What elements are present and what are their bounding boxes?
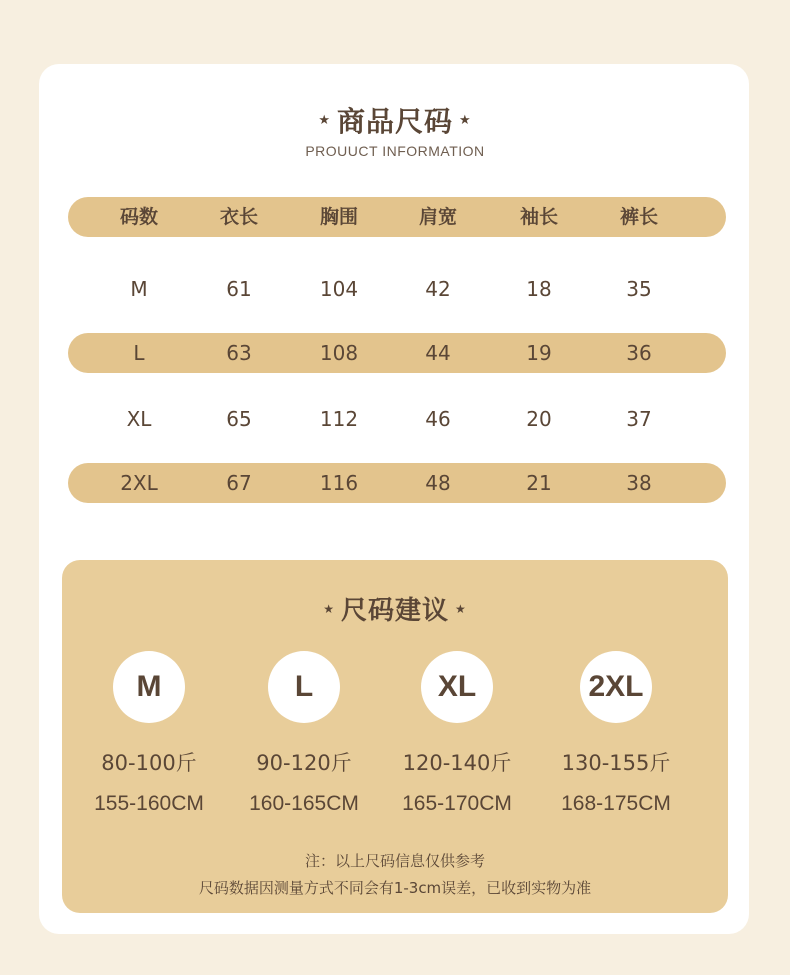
table-row [68, 333, 726, 373]
table-row [68, 269, 726, 309]
column-header: 码数 [119, 206, 158, 228]
column-header: 袖长 [519, 206, 558, 228]
height-range: 155-160CM [94, 792, 204, 815]
advice-title [0, 590, 790, 627]
height-range: 160-165CM [249, 792, 359, 815]
table-cell: 35 [626, 277, 652, 301]
table-cell: M [130, 277, 148, 301]
disclaimer-note: 注：以上尺码信息仅供参考 [304, 852, 485, 870]
table-cell: 48 [425, 471, 451, 495]
title-text: 商品尺码 [336, 105, 453, 138]
star-icon: ★ [455, 601, 467, 616]
size-badge-m: M [113, 651, 185, 723]
weight-range: 80-100斤 [101, 751, 197, 775]
size-badge-xl: XL [421, 651, 493, 723]
table-cell: XL [126, 407, 152, 431]
height-range: 165-170CM [402, 792, 512, 815]
table-cell: 37 [626, 407, 652, 431]
table-cell: 67 [226, 471, 252, 495]
column-header: 裤长 [619, 206, 658, 228]
table-row [68, 463, 726, 503]
table-cell: 44 [425, 341, 451, 365]
column-header: 肩宽 [418, 206, 457, 228]
table-header [68, 197, 726, 237]
table-cell: 21 [526, 471, 552, 495]
table-cell: 104 [319, 277, 359, 301]
table-cell: 46 [425, 407, 451, 431]
star-icon: ★ [323, 601, 335, 616]
table-cell: 42 [425, 277, 451, 301]
table-cell: 65 [226, 407, 252, 431]
weight-range: 120-140斤 [402, 751, 512, 775]
column-header: 胸围 [319, 206, 358, 228]
page-title [0, 100, 790, 140]
table-cell: L [133, 341, 145, 365]
weight-range: 130-155斤 [561, 751, 671, 775]
table-cell: 116 [319, 471, 359, 495]
table-cell: 18 [526, 277, 552, 301]
column-header: 衣长 [219, 206, 258, 228]
page-subtitle: PROUUCT INFORMATION [305, 143, 485, 159]
weight-range: 90-120斤 [256, 751, 352, 775]
size-badge-2xl: 2XL [580, 651, 652, 723]
table-cell: 108 [319, 341, 359, 365]
table-cell: 2XL [120, 471, 158, 495]
height-range: 168-175CM [561, 792, 671, 815]
star-icon: ★ [318, 112, 331, 128]
table-cell: 38 [626, 471, 652, 495]
table-cell: 36 [626, 341, 652, 365]
size-badge-l: L [268, 651, 340, 723]
measurement-note: 尺码数据因测量方式不同会有1-3cm误差，已收到实物为准 [198, 879, 592, 897]
table-cell: 20 [526, 407, 552, 431]
star-icon: ★ [459, 112, 472, 128]
table-row [68, 399, 726, 439]
table-cell: 112 [319, 407, 359, 431]
table-cell: 61 [226, 277, 252, 301]
table-cell: 63 [226, 341, 252, 365]
advice-title-text: 尺码建议 [340, 596, 449, 626]
table-cell: 19 [526, 341, 552, 365]
